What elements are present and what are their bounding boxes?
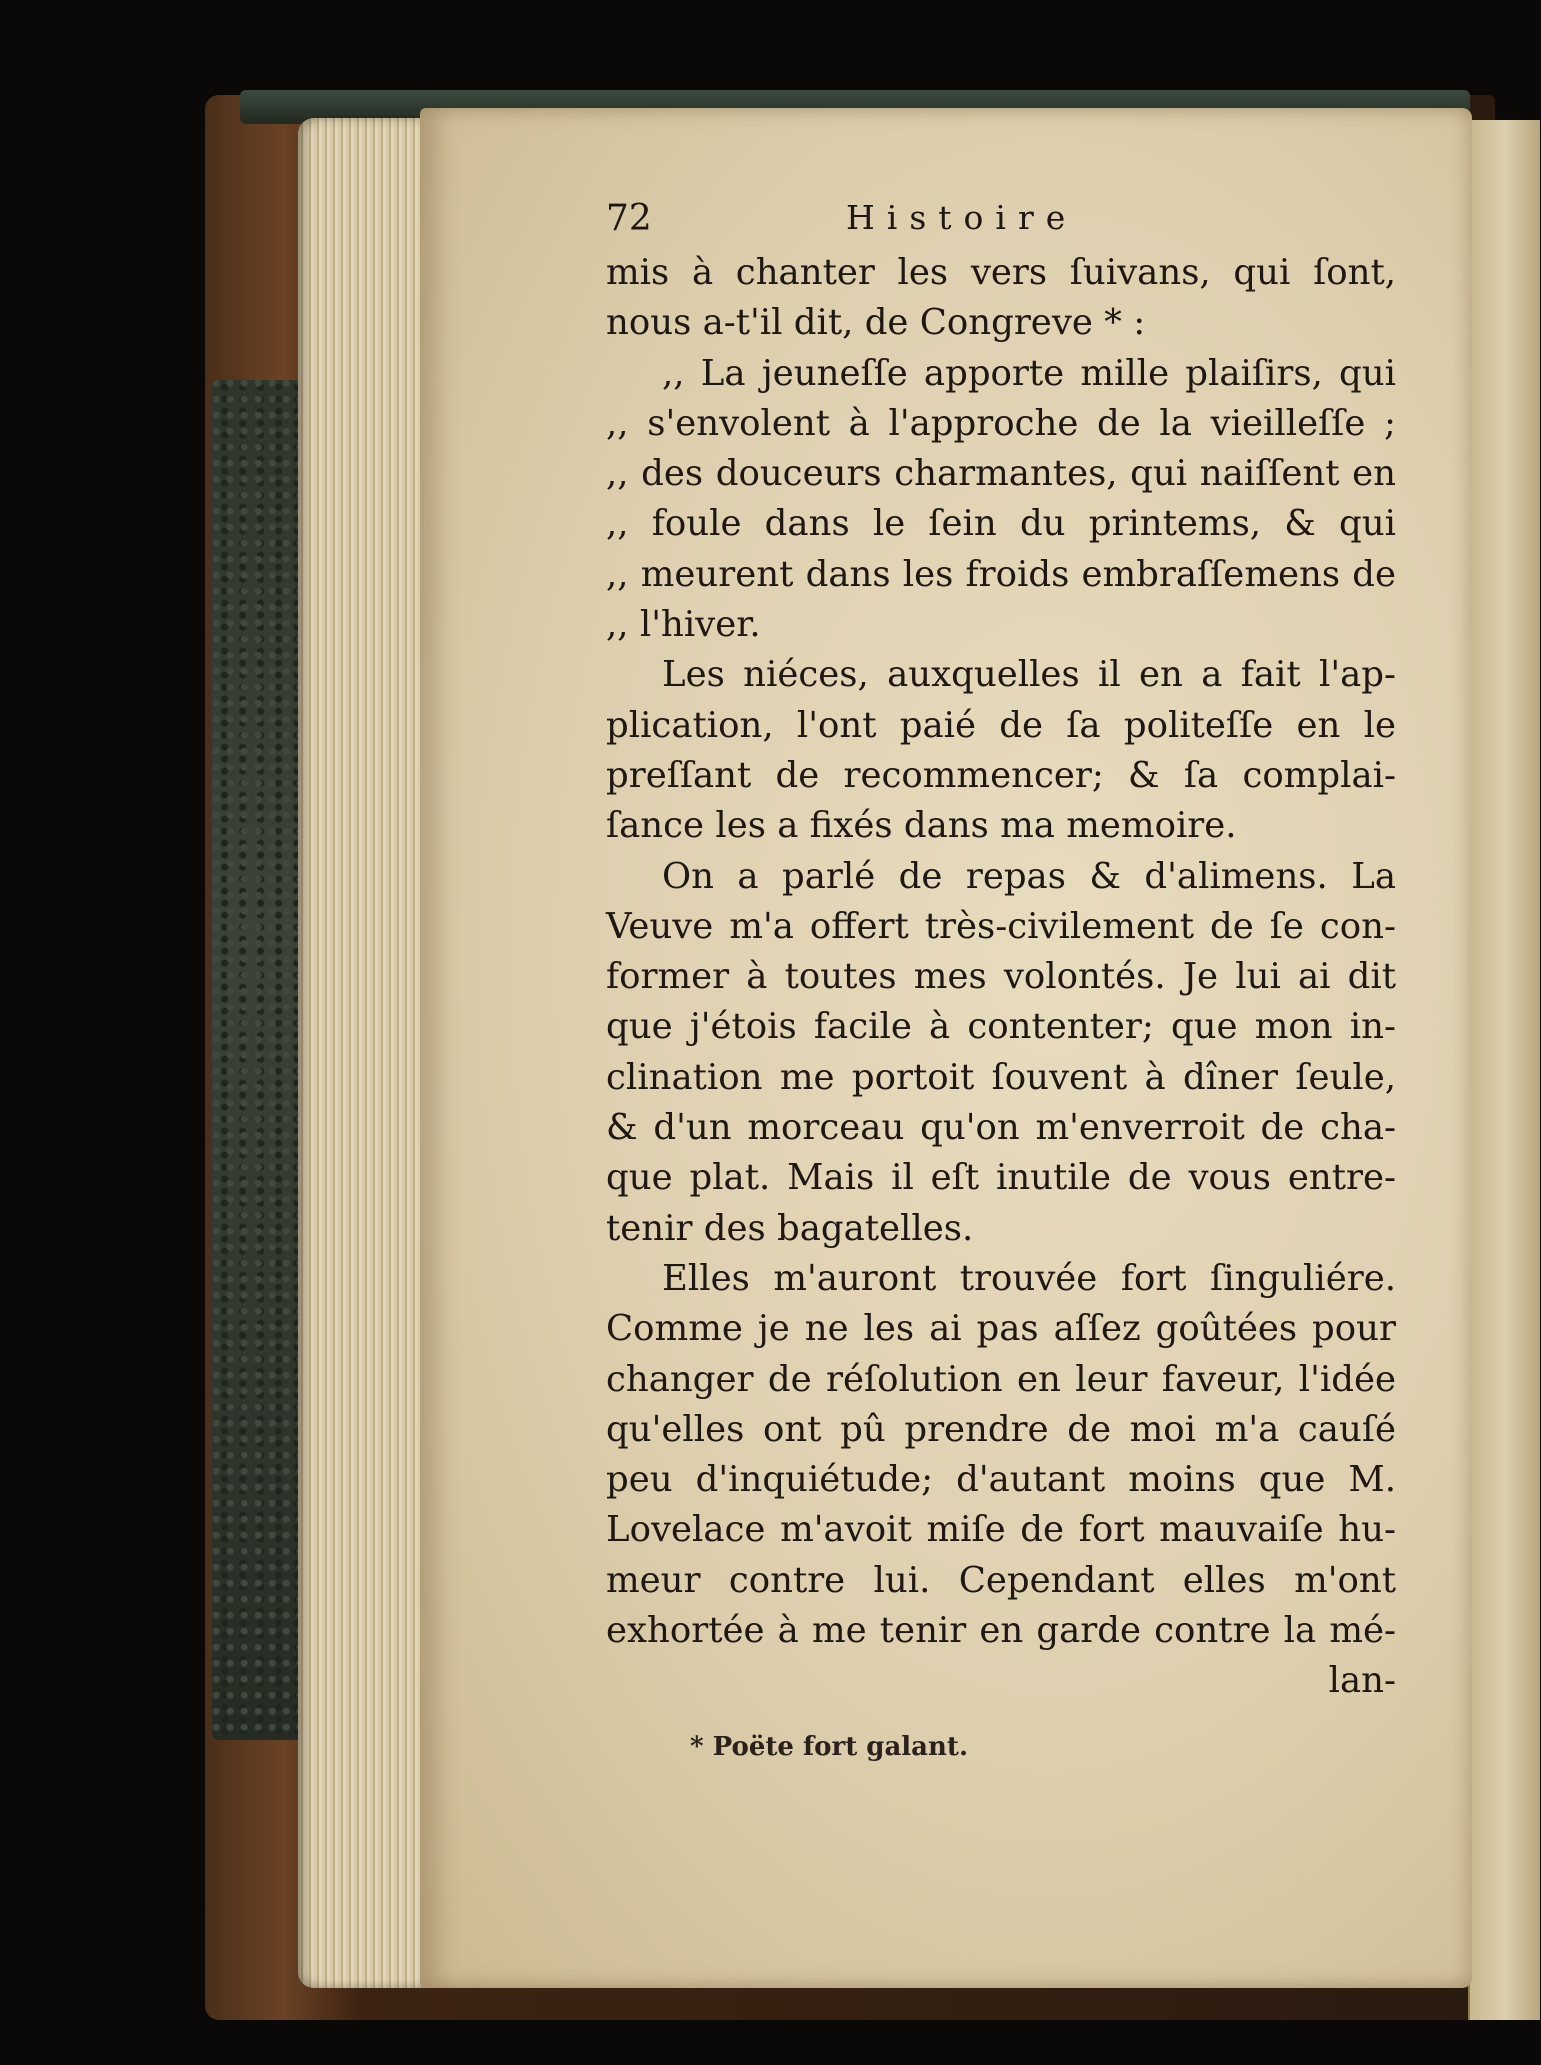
catchword: lan- <box>1328 1660 1396 1702</box>
text-line: exhortée à me tenir en garde contre la mé- <box>606 1610 1396 1652</box>
text-line: tenir des bagatelles. <box>606 1207 974 1249</box>
text-line: Lovelace m'avoit miſe de fort mauvaiſe hu- <box>606 1509 1396 1551</box>
text-line: nous a-t'il dit, de Congreve * : <box>606 302 1146 344</box>
text-line: changer de réſolution en leur faveur, l'idée <box>606 1358 1396 1400</box>
text-line: clination me portoit ſouvent à dîner ſeule, <box>606 1056 1396 1098</box>
text-line: On a parlé de repas & d'alimens. La <box>662 855 1396 897</box>
text-line: que j'étois facile à contenter; que mon in- <box>606 1006 1396 1048</box>
text-line: ,, foule dans le ſein du printems, & qui <box>606 503 1396 545</box>
text-line: mis à chanter les vers ſuivans, qui ſont, <box>606 252 1396 293</box>
text-line: preſſant de recommencer; & ſa complai- <box>606 754 1396 796</box>
text-line: former à toutes mes volontés. Je lui ai dit <box>606 956 1396 998</box>
text-line: ſance les a fixés dans ma memoire. <box>606 805 1237 847</box>
text-line: plication, l'ont paié de ſa politeſſe en le <box>606 704 1396 746</box>
page-text <box>606 198 1396 1707</box>
text-line: ,, meurent dans les froids embraſſemens de <box>606 553 1396 595</box>
text-line: Elles m'auront trouvée fort ſinguliére. <box>662 1257 1396 1299</box>
facing-page-edge <box>1468 120 1540 2020</box>
text-line: ,, des douceurs charmantes, qui naiſſent en <box>606 453 1396 495</box>
text-line: Comme je ne les ai pas aſſez goûtées pour <box>606 1308 1396 1350</box>
text-line: meur contre lui. Cependant elles m'ont <box>606 1559 1396 1601</box>
text-line: ,, La jeuneſſe apporte mille plaiſirs, qui <box>662 352 1396 394</box>
text-line: Les niéces, auxquelles il en a fait l'ap- <box>662 654 1396 696</box>
text-line: ,, l'hiver. <box>606 604 761 646</box>
text-line: qu'elles ont pû prendre de moi m'a cauſé <box>606 1408 1396 1450</box>
text-line: que plat. Mais il eſt inutile de vous entre- <box>606 1157 1396 1199</box>
page-header <box>606 198 1396 248</box>
text-line: ,, s'envolent à l'approche de la vieilleſſe ; <box>606 402 1396 444</box>
text-line: & d'un morceau qu'on m'enverroit de cha- <box>606 1107 1396 1149</box>
page-block-edges <box>298 118 428 1988</box>
footnote: * Poëte fort galant. <box>690 1732 968 1762</box>
page-number: 72 <box>606 198 652 239</box>
text-line: Veuve m'a offert très-civilement de ſe con- <box>606 905 1396 947</box>
running-head: Histoire <box>846 198 1078 237</box>
text-line: peu d'inquiétude; d'autant moins que M. <box>606 1459 1396 1501</box>
